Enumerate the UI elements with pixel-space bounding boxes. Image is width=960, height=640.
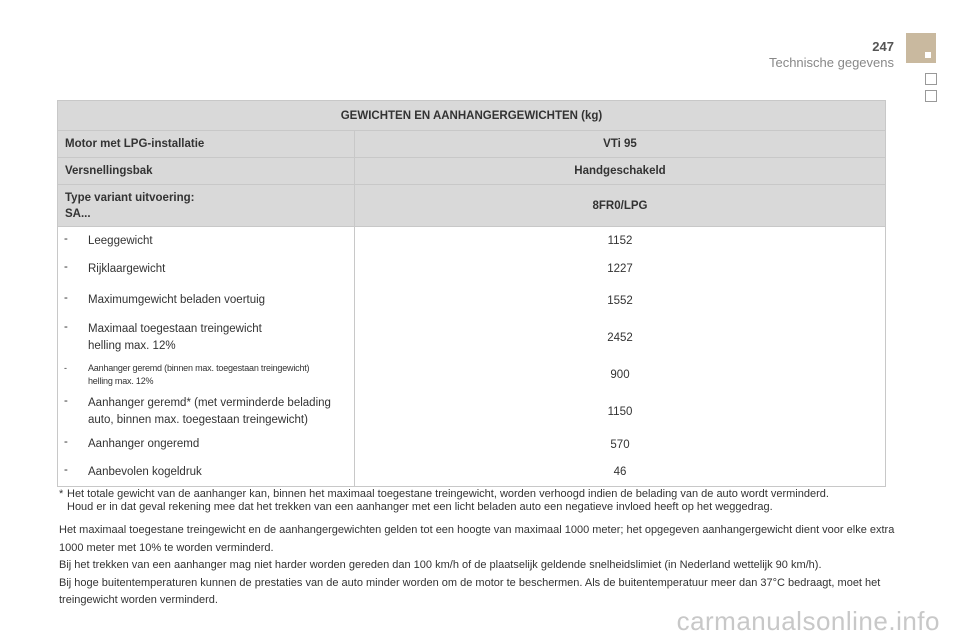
row-label-line1: Aanhanger geremd (binnen max. toegestaan treingewicht) xyxy=(88,362,310,373)
row-dash: - xyxy=(64,463,68,476)
table-row xyxy=(58,227,886,256)
row-dash: - xyxy=(64,232,68,245)
table-row xyxy=(58,431,886,459)
row-dash: - xyxy=(64,394,68,407)
note-altitude: Het maximaal toegestane treingewicht en de aanhangergewichten gelden tot een hoogte van maximaal 1000 meter; het opgegeven aanhangergewicht dient voor elke extra 1000 meter met 10% te worden verminderd. xyxy=(59,524,895,554)
engine-label: Motor met LPG-installatie xyxy=(58,131,355,158)
note-speed: Bij het trekken van een aanhanger mag niet harder worden gereden dan 100 km/h of de plaatselijk geldende snelheidslimiet (in Nederland wettelijk 90 km/h). xyxy=(59,559,822,572)
row-label xyxy=(88,321,262,355)
row-value: 900 xyxy=(355,357,886,393)
row-dash: - xyxy=(64,362,67,373)
footnote xyxy=(59,488,889,514)
section-title: Technische gegevens xyxy=(768,55,894,70)
table-row xyxy=(58,319,886,357)
row-value: 1152 xyxy=(355,227,886,256)
table-row xyxy=(58,357,886,393)
row-value: 1150 xyxy=(355,393,886,431)
notes xyxy=(59,522,899,610)
row-label-line1: Aanhanger geremd* (met verminderde belading xyxy=(88,396,331,409)
variant-value: 8FR0/LPG xyxy=(355,185,886,227)
row-value: 1227 xyxy=(355,256,886,283)
chapter-tab xyxy=(906,33,936,63)
gearbox-label: Versnellingsbak xyxy=(58,158,355,185)
row-label: Leeggewicht xyxy=(88,234,153,247)
row-label xyxy=(88,395,331,429)
row-dash: - xyxy=(64,436,68,448)
row-value: 570 xyxy=(355,431,886,459)
engine-value: VTi 95 xyxy=(355,131,886,158)
table-row xyxy=(58,283,886,319)
page-number: 247 xyxy=(872,39,894,54)
row-label: Aanbevolen kogeldruk xyxy=(88,465,202,478)
row-label-line1: Maximaal toegestaan treingewicht xyxy=(88,322,262,335)
nav-square-icon xyxy=(925,73,937,85)
table-row xyxy=(58,459,886,487)
footnote-line1: Het totale gewicht van de aanhanger kan, binnen het maximaal toegestane treingewicht, worden verhoogd indien de belading van de auto wordt verminderd. xyxy=(67,488,829,500)
row-label-line2: auto, binnen max. toegestaan treingewicht) xyxy=(88,413,308,426)
row-label-line2: helling max. 12% xyxy=(88,375,154,386)
tab-marker-icon xyxy=(925,52,931,58)
table-title: GEWICHTEN EN AANHANGERGEWICHTEN (kg) xyxy=(58,101,886,131)
weights-table xyxy=(57,100,886,487)
note-temperature: Bij hoge buitentemperaturen kunnen de prestaties van de auto minder worden om de motor te beschermen. Als de buitentemperatuur meer dan 37°C bedraagt, moet het treingewicht worden verminderd. xyxy=(59,576,881,607)
row-value: 1552 xyxy=(355,283,886,319)
row-label: Rijklaargewicht xyxy=(88,262,166,275)
footnote-line2: Houd er in dat geval rekening mee dat het trekken van een aanhanger met een licht beladen auto een negatieve invloed heeft op het weggedrag. xyxy=(67,501,773,513)
row-dash: - xyxy=(64,260,68,273)
table-row xyxy=(58,393,886,431)
table-row xyxy=(58,256,886,283)
variant-label-line1: Type variant uitvoering: xyxy=(65,191,195,204)
row-value: 46 xyxy=(355,459,886,487)
variant-label xyxy=(58,185,355,227)
row-dash: - xyxy=(64,292,68,304)
row-label xyxy=(88,362,309,388)
gearbox-value: Handgeschakeld xyxy=(355,158,886,185)
variant-label-line2: SA... xyxy=(65,207,91,220)
row-label-line2: helling max. 12% xyxy=(88,339,176,352)
row-value: 2452 xyxy=(355,319,886,357)
row-label: Maximumgewicht beladen voertuig xyxy=(88,294,266,306)
row-dash: - xyxy=(64,320,68,333)
row-label: Aanhanger ongeremd xyxy=(88,438,200,450)
watermark: carmanualsonline.info xyxy=(676,606,940,636)
nav-square-icon xyxy=(925,90,937,102)
footnote-star: * xyxy=(59,488,64,500)
